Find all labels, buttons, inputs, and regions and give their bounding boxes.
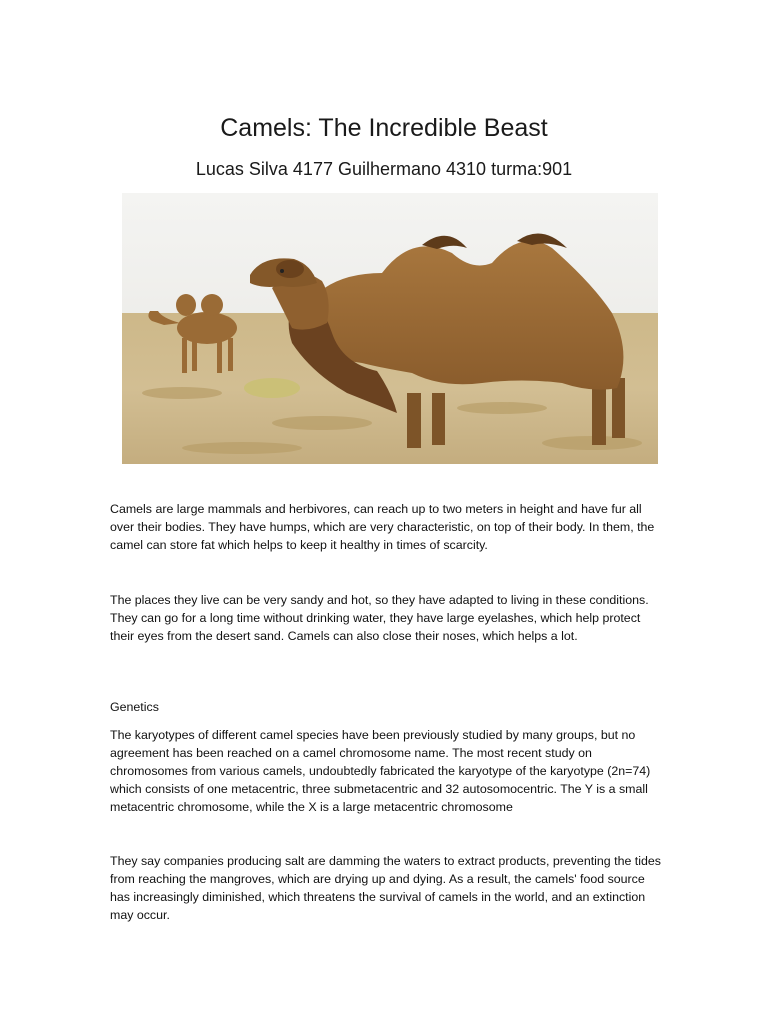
document-title: Camels: The Incredible Beast	[220, 114, 548, 142]
paragraph-threats: They say companies producing salt are damming the waters to extract products, preventing the tides from reaching the mangroves, which are drying up and dying. As a result, the camels' food source has increasingly diminished, which threatens the survival of camels in the world, and an extinction may occur.	[110, 854, 661, 922]
paragraph-genetics: The karyotypes of different camel species have been previously studied by many groups, but no agreement has been reached on a camel chromosome name. The most recent study on chromosomes from various camels, undoubtedly fabricated the karyotype of the karyotype (2n=74) which consists of one metacentric, three submetacentric and 32 autosomocentric. The Y is a small metacentric chromosome, while the X is a large metacentric chromosome	[110, 728, 651, 814]
camel-photo	[122, 193, 658, 464]
paragraph-description: Camels are large mammals and herbivores, can reach up to two meters in height and have fur all over their bodies. They have humps, which are very characteristic, on top of their body. In them, the camel can store fat which helps to keep it healthy in times of scarcity.	[110, 502, 655, 552]
genetics-heading: Genetics	[110, 700, 159, 714]
document-authors: Lucas Silva 4177 Guilhermano 4310 turma:901	[195, 159, 573, 179]
camel-photo-illustration	[122, 193, 658, 464]
paragraph-habitat: The places they live can be very sandy and hot, so they have adapted to living in these conditions. They can go for a long time without drinking water, they have large eyelashes, which help protect their eyes from the desert sand. Camels can also close their noses, which helps a lot.	[110, 593, 649, 643]
